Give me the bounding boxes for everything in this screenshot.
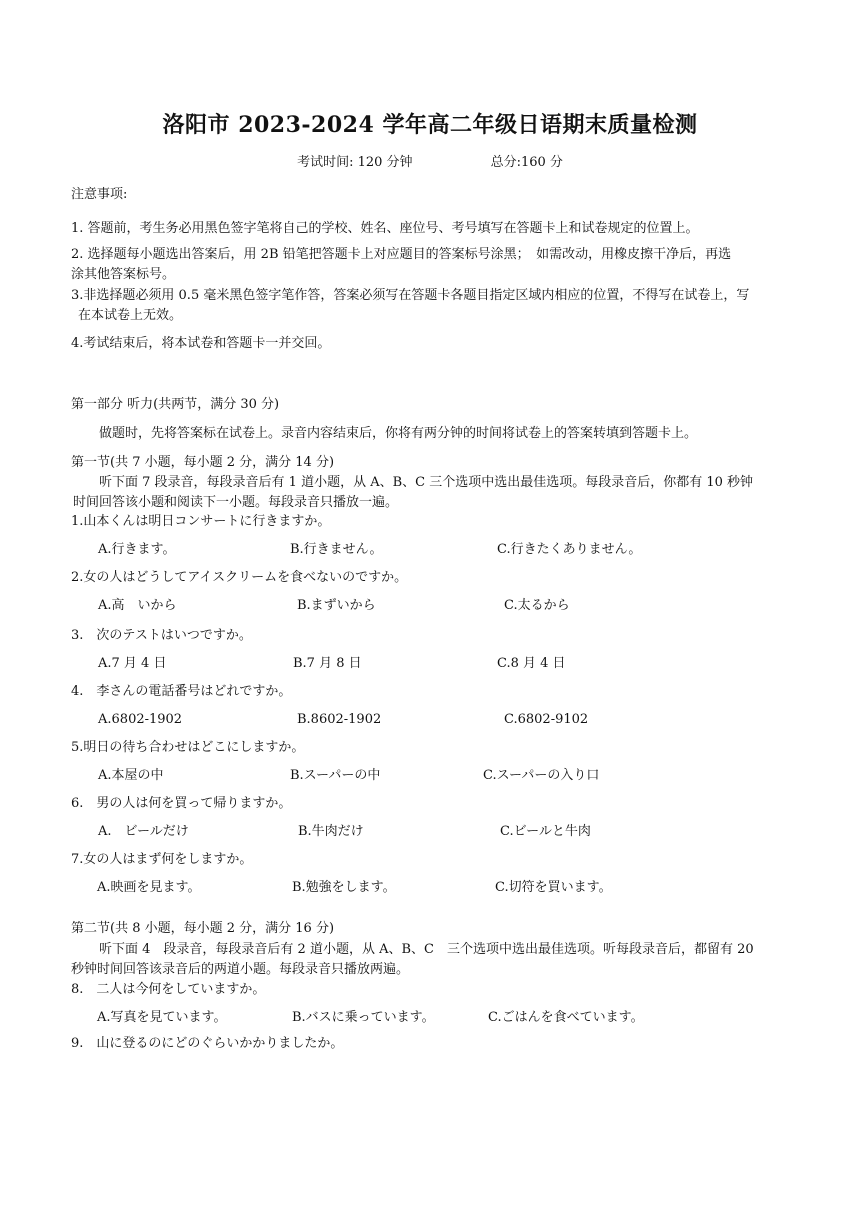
question-4-option-a: A.6802-1902 — [98, 712, 183, 727]
section2-instruction-1: 听下面 4 段录音，每段录音后有 2 道小题，从 A、B、C 三个选项中选出最佳选项。听每段录音后，都留有 20 — [99, 942, 754, 957]
notice-item-2: 2. 选择题每小题选出答案后，用 2B 铅笔把答题卡上对应题目的答案标号涂黑； 如需改动，用橡皮擦干净后，再选 — [71, 247, 732, 262]
question-1-option-a: A.行きます。 — [98, 542, 176, 557]
question-4-option-b: B.8602-1902 — [297, 712, 382, 727]
question-6: 6. 男の人は何を買って帰りますか。 — [71, 796, 292, 811]
question-3-option-a: A.7 月 4 日 — [98, 656, 167, 671]
question-2-option-b: B.まずいから — [297, 598, 376, 613]
question-1-option-c: C.行きたくありません。 — [497, 542, 642, 557]
question-5-option-c: C.スーパーの入り口 — [483, 768, 600, 783]
question-8: 8. 二人は今何をしていますか。 — [71, 982, 266, 997]
question-6-option-a: A. ビールだけ — [98, 824, 189, 839]
question-6-option-c: C.ビールと牛肉 — [500, 824, 591, 839]
question-1: 1.山本くんは明日コンサートに行きますか。 — [71, 514, 331, 529]
question-5-option-b: B.スーパーの中 — [290, 768, 381, 783]
question-4: 4. 李さんの電話番号はどれですか。 — [71, 684, 292, 699]
notice-item-2-cont: 涂其他答案标号。 — [71, 267, 176, 282]
section1-instruction-2: 时间回答该小题和阅读下一小题。每段录音只播放一遍。 — [73, 495, 399, 510]
question-3-option-c: C.8 月 4 日 — [497, 656, 566, 671]
question-8-option-a: A.写真を見ています。 — [97, 1010, 227, 1025]
exam-time: 考试时间: 120 分钟 — [297, 155, 413, 170]
question-6-option-b: B.牛肉だけ — [298, 824, 364, 839]
notice-item-1: 1. 答题前，考生务必用黑色签字笔将自己的学校、姓名、座位号、考号填写在答题卡上和试卷规定的位置上。 — [71, 221, 699, 236]
part1-instruction: 做题时，先将答案标在试卷上。录音内容结束后，你将有两分钟的时间将试卷上的答案转填到答题卡上。 — [99, 426, 698, 441]
question-2-option-a: A.高 いから — [98, 598, 177, 613]
total-score: 总分:160 分 — [490, 155, 563, 170]
notice-item-3-cont: 在本试卷上无效。 — [78, 308, 183, 323]
notice-item-3: 3.非选择题必须用 0.5 毫米黑色签字笔作答，答案必须写在答题卡各题目指定区域内相应的位置，不得写在试卷上，写 — [71, 288, 750, 303]
exam-title: 洛阳市 2023-2024 学年高二年级日语期末质量检测 — [162, 112, 698, 138]
question-7: 7.女の人はまず何をしますか。 — [71, 852, 253, 867]
question-3-option-b: B.7 月 8 日 — [293, 656, 362, 671]
question-5: 5.明日の待ち合わせはどこにしますか。 — [71, 740, 305, 755]
question-3: 3. 次のテストはいつですか。 — [71, 628, 252, 643]
question-7-option-b: B.勉強をします。 — [292, 880, 396, 895]
section1-heading: 第一节(共 7 小题，每小题 2 分，满分 14 分) — [71, 455, 335, 470]
question-7-option-a: A.映画を見ます。 — [97, 880, 201, 895]
question-4-option-c: C.6802-9102 — [504, 712, 589, 727]
question-8-option-b: B.バスに乗っています。 — [292, 1010, 435, 1025]
question-9: 9. 山に登るのにどのぐらいかかりましたか。 — [71, 1036, 344, 1051]
section2-instruction-2: 秒钟时间回答该录音后的两道小题。每段录音只播放两遍。 — [71, 962, 410, 977]
question-5-option-a: A.本屋の中 — [98, 768, 164, 783]
question-8-option-c: C.ごはんを食べています。 — [488, 1010, 644, 1025]
section2-heading: 第二节(共 8 小题，每小题 2 分，满分 16 分) — [71, 921, 335, 936]
notice-item-4: 4.考试结束后，将本试卷和答题卡一并交回。 — [71, 336, 331, 351]
exam-meta — [0, 151, 860, 170]
part1-heading: 第一部分 听力(共两节，满分 30 分) — [71, 397, 280, 412]
question-7-option-c: C.切符を買います。 — [495, 880, 612, 895]
question-1-option-b: B.行きません。 — [290, 542, 383, 557]
section1-instruction-1: 听下面 7 段录音，每段录音后有 1 道小题，从 A、B、C 三个选项中选出最佳选项。每段录音后，你都有 10 秒钟 — [99, 475, 754, 490]
question-2: 2.女の人はどうしてアイスクリームを食べないのですか。 — [71, 570, 408, 585]
question-2-option-c: C.太るから — [504, 598, 570, 613]
notice-heading: 注意事项: — [71, 187, 128, 202]
